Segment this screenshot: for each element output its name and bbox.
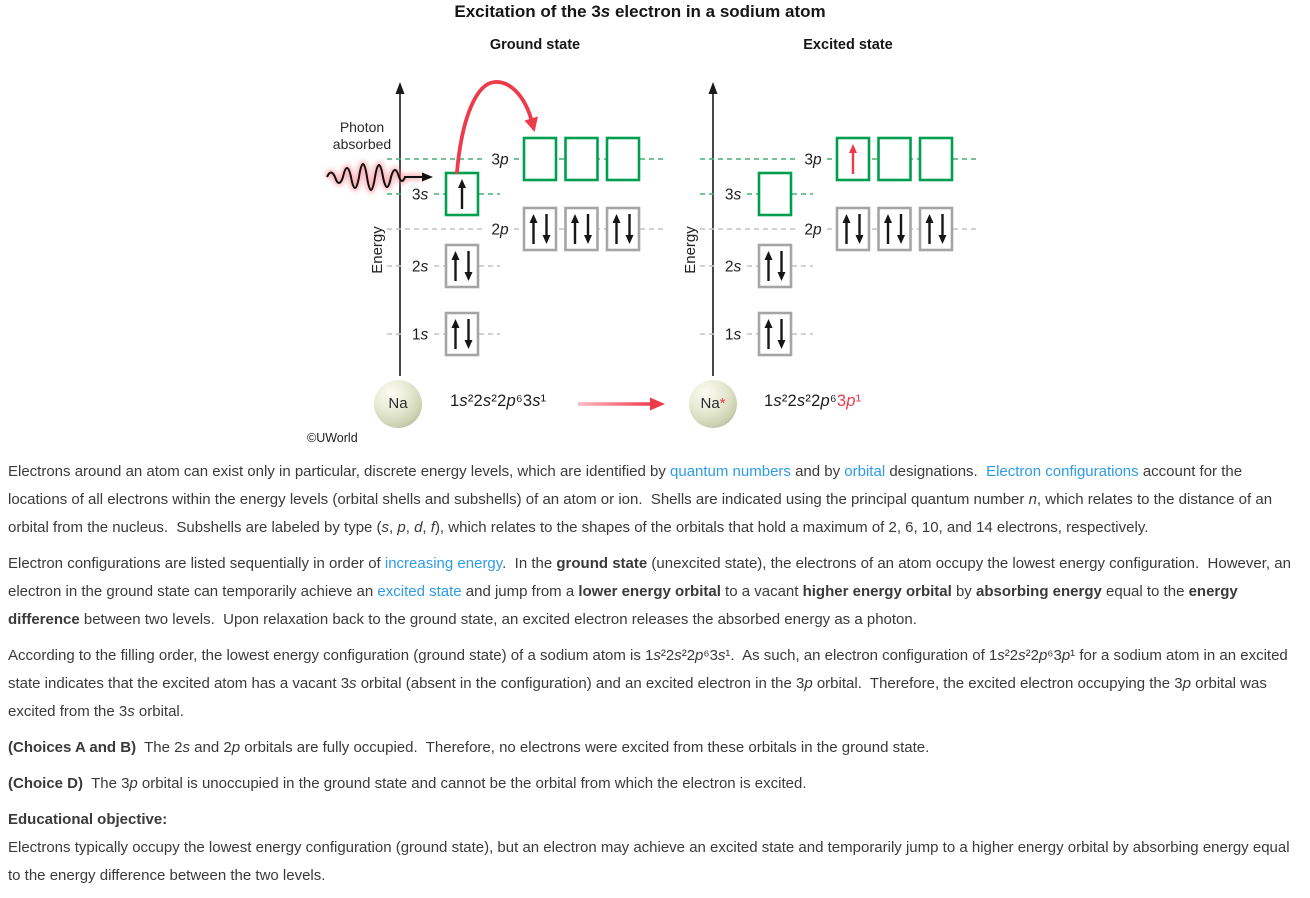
energy-level-1s [700, 313, 813, 355]
ground-state-title: Ground state [489, 37, 581, 53]
text-link[interactable]: increasing energy [384, 555, 503, 572]
orbital-label: 2s [724, 258, 742, 276]
excited-state-title: Excited state [803, 37, 893, 53]
excited-sodium-atom-label: Na* [700, 395, 726, 412]
orbital-box [759, 173, 791, 215]
energy-level-1s [387, 313, 500, 355]
orbital-label: 3s [411, 186, 429, 204]
orbital-label: 3s [724, 186, 742, 204]
choices-ab-paragraph: (Choices A and B) The 2s and 2p orbitals are fully occupied. Therefore, no electrons were excited from these orbitals in the ground state. [8, 739, 930, 756]
orbital-box [446, 245, 478, 287]
orbital-box [759, 313, 791, 355]
energy-level-2s [387, 245, 500, 287]
orbital-label: 3p [804, 151, 822, 169]
orbital-label: 3p [491, 151, 509, 169]
energy-level-3s [700, 173, 813, 215]
orbital-label: 1s [411, 326, 429, 344]
text-link[interactable]: excited state [377, 583, 462, 600]
orbital-box [607, 208, 639, 250]
energy-level-2s [700, 245, 813, 287]
orbital-box [759, 245, 791, 287]
orbital-label: 2s [411, 258, 429, 276]
ground-electron-configuration: 1s²2s²2p⁶3s¹ [450, 392, 547, 410]
energy-level-2p [387, 208, 665, 250]
orbital-box [879, 208, 911, 250]
text-link[interactable]: Electron configurations [986, 463, 1139, 480]
orbital-box [607, 138, 639, 180]
copyright-label: ©UWorld [307, 431, 358, 445]
orbital-box [837, 208, 869, 250]
photon-absorbed-label: Photon absorbed [332, 119, 392, 152]
explanation-paragraph: Electron configurations are listed sequentially in order of increasing energy. In the ground state (unexcited state), the electrons of an atom occupy the lowest energy configuration. However, an electron in the ground state can temporarily achieve an excited state and jump from a lower energy orbital to a vacant higher energy orbital by absorbing energy equal to the energy difference between two levels. Upon relaxation back to the ground state, an excited electron releases the absorbed energy as a photon. [8, 555, 1296, 628]
energy-level-3p [700, 138, 978, 180]
orbital-box [446, 313, 478, 355]
orbital-box [524, 138, 556, 180]
energy-level-2p [700, 208, 978, 250]
choice-d-paragraph: (Choice D) The 3p orbital is unoccupied in the ground state and cannot be the orbital from which the electron is excited. [8, 775, 807, 792]
energy-axis-label-excited: Energy [682, 226, 699, 274]
energy-axis-label-ground: Energy [369, 226, 386, 274]
orbital-box [879, 138, 911, 180]
figure-title: Excitation of the 3s electron in a sodium atom [454, 2, 826, 21]
orbital-label: 1s [724, 326, 742, 344]
educational-objective-text: Electrons typically occupy the lowest energy configuration (ground state), but an electron may achieve an excited state and temporarily jump to a higher energy orbital by absorbing energy equal to the energy difference between the two levels. [8, 839, 1294, 884]
transition-arrow-icon [578, 398, 665, 411]
sodium-atom-label: Na [388, 395, 408, 412]
orbital-label: 2p [804, 221, 822, 239]
orbital-box [566, 208, 598, 250]
text-link[interactable]: quantum numbers [670, 463, 791, 480]
text-link[interactable]: orbital [844, 463, 886, 480]
explanation-text [0, 452, 1310, 890]
orbital-box [524, 208, 556, 250]
educational-objective-heading: Educational objective: [8, 811, 168, 828]
orbital-box [920, 138, 952, 180]
explanation-paragraph: Electrons around an atom can exist only in particular, discrete energy levels, which are identified by quantum numbers and by orbital designations. Electron configurations account for the locations of all electrons within the energy levels (orbital shells and subshells) of an atom or ion. Shells are indicated using the principal quantum number n, which relates to the distance of an orbital from the nucleus. Subshells are labeled by type (s, p, d, f), which relates to the shapes of the orbitals that hold a maximum of 2, 6, 10, and 14 electrons, respectively. [8, 463, 1277, 536]
orbital-label: 2p [491, 221, 509, 239]
orbital-box [566, 138, 598, 180]
excited-state-panel [700, 82, 978, 376]
explanation-paragraph: According to the filling order, the lowest energy configuration (ground state) of a sodium atom is 1s²2s²2p⁶3s¹. As such, an electron configuration of 1s²2s²2p⁶3p¹ for a sodium atom in an excited state indicates that the excited atom has a vacant 3s orbital (absent in the configuration) and an excited electron in the 3p orbital. Therefore, the excited electron occupying the 3p orbital was excited from the 3s orbital. [8, 647, 1292, 720]
energy-level-3p [387, 138, 665, 180]
ground-state-panel [387, 82, 665, 376]
excited-electron-configuration: 1s²2s²2p⁶3p¹ [764, 392, 862, 410]
orbital-box [920, 208, 952, 250]
